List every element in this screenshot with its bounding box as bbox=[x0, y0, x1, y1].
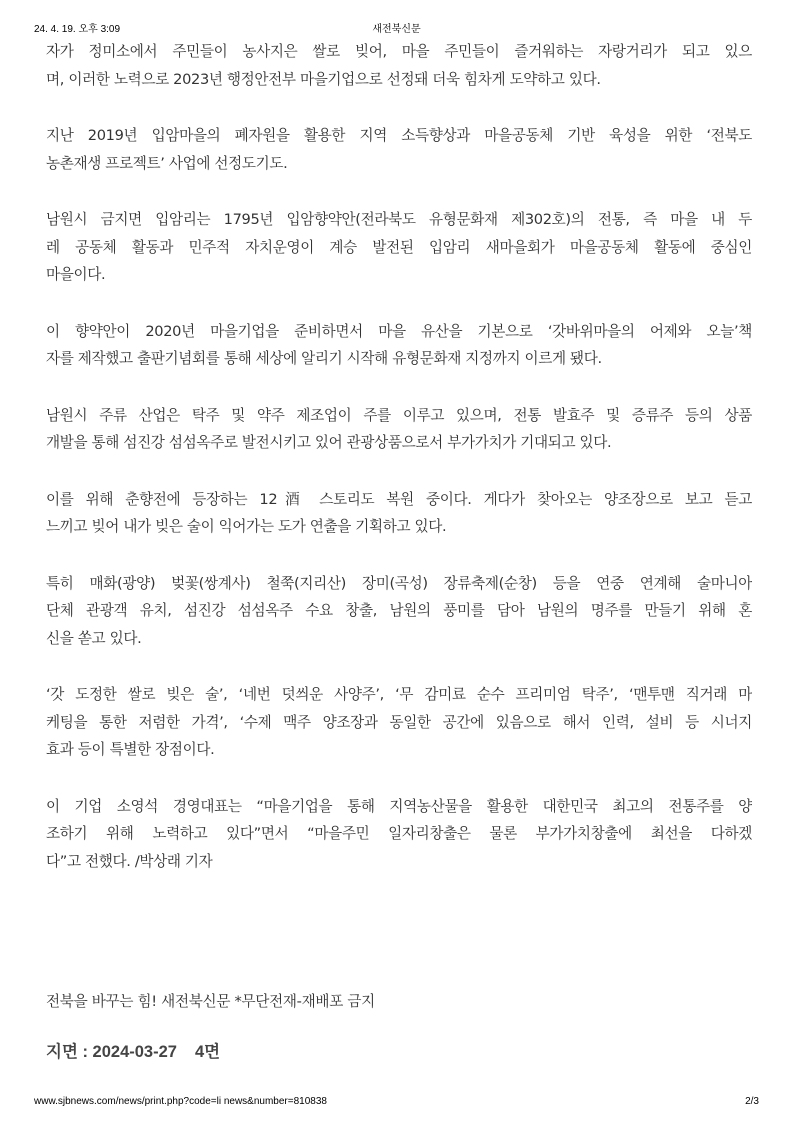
paragraph-line: 남원시 주류 산업은 탁주 및 약주 제조업이 주를 이루고 있으며, 전통 발효주 및 증류주 등의 상품 bbox=[46, 406, 752, 424]
paragraph-line: 효과 등이 특별한 장점이다. bbox=[46, 741, 215, 758]
paragraph-line: 이 기업 소영석 경영대표는 “마을기업을 통해 지역농산물을 활용한 대한민국 최고의 전통주를 양 bbox=[46, 797, 752, 815]
paragraph-line: 이 향약안이 2020년 마을기업을 준비하면서 마을 유산을 기본으로 ‘갓바위마을의 어제와 오늘’책 bbox=[46, 322, 752, 340]
paragraph-line: 남원시 금지면 입암리는 1795년 입암향약안(전라북도 유형문화재 제302호)의 전통, 즉 마을 내 두 bbox=[46, 211, 752, 228]
print-site-name: 새전북신문 bbox=[372, 24, 421, 35]
edition-page: 4면 bbox=[194, 1043, 221, 1061]
paragraph-line: 마을이다. bbox=[46, 266, 106, 283]
paragraph-line: ‘갓 도정한 쌀로 빚은 술’, ‘네번 덧씌운 사양주’, ‘무 감미료 순수 프리미엄 탁주’, ‘맨투맨 직거래 마 bbox=[46, 686, 752, 703]
paragraph-line: 느끼고 빚어 내가 빚은 술이 익어가는 도가 연출을 기획하고 있다. bbox=[46, 518, 447, 535]
paragraph-line: 특히 매화(광양) 벚꽃(쌍계사) 철쭉(지리산) 장미(곡성) 장류축제(순창) 등을 연중 연계해 술마니아 bbox=[46, 574, 752, 592]
print-footer bbox=[34, 1096, 759, 1110]
paragraph-line: 지난 2019년 입암마을의 폐자원을 활용한 지역 소득향상과 마을공동체 기반 육성을 위한 ‘전북도 bbox=[46, 127, 752, 144]
article-paragraph bbox=[46, 318, 752, 373]
article-paragraph bbox=[46, 793, 752, 876]
print-url: www.sjbnews.com/news/print.php?code=li news&number=810838 bbox=[34, 1096, 327, 1107]
article-paragraph bbox=[46, 681, 752, 764]
edition-info bbox=[46, 1038, 220, 1062]
print-header bbox=[34, 20, 759, 34]
paragraph-line: 케팅을 통한 저렴한 가격’, ‘수제 맥주 양조장과 동일한 공간에 있음으로 해서 인력, 설비 등 시너지 bbox=[46, 713, 752, 731]
paragraph-line: 신을 쏟고 있다. bbox=[46, 629, 142, 647]
paragraph-line: 조하기 위해 노력하고 있다”면서 “마을주민 일자리창출은 물론 부가가치창출에 최선을 다하겠 bbox=[46, 825, 752, 842]
paragraph-line: 개발을 통해 섬진강 섬섬옥주로 발전시키고 있어 관광상품으로서 부가가치가 기대되고 있다. bbox=[46, 434, 612, 451]
copyright-notice: 전북을 바꾸는 힘! 새전북신문 *무단전재-재배포 금지 bbox=[46, 993, 375, 1010]
article-paragraph bbox=[46, 402, 752, 457]
article-paragraph bbox=[46, 486, 752, 541]
article-paragraph bbox=[46, 206, 752, 289]
article-paragraph bbox=[46, 122, 752, 177]
paragraph-line: 레 공동체 활동과 민주적 자치운영이 계승 발전된 입암리 새마을회가 마을공동체 활동에 중심인 bbox=[46, 238, 752, 256]
print-datetime: 24. 4. 19. 오후 3:09 bbox=[34, 24, 121, 35]
paragraph-line: 단체 관광객 유치, 섬진강 섬섬옥주 수요 창출, 남원의 풍미를 담아 남원의 명주를 만들기 위해 혼 bbox=[46, 602, 752, 619]
paragraph-line: 다”고 전했다. /박상래 기자 bbox=[46, 852, 213, 870]
paragraph-line: 자가 정미소에서 주민들이 농사지은 쌀로 빚어, 마을 주민들이 즐거워하는 자랑거리가 되고 있으 bbox=[46, 43, 752, 60]
article-paragraph bbox=[46, 570, 752, 653]
paragraph-line: 며, 이러한 노력으로 2023년 행정안전부 마을기업으로 선정돼 더욱 힘차게 도약하고 있다. bbox=[46, 70, 601, 88]
paragraph-line: 이를 위해 춘향전에 등장하는 12酒 스토리도 복원 중이다. 게다가 찾아오는 양조장으로 보고 듣고 bbox=[46, 490, 752, 508]
article-paragraph bbox=[46, 38, 752, 93]
article-body bbox=[46, 38, 752, 904]
paragraph-line: 농촌재생 프로젝트’ 사업에 선정도기도. bbox=[46, 154, 288, 172]
print-page-number: 2/3 bbox=[745, 1096, 759, 1107]
edition-date: 지면 : 2024-03-27 bbox=[46, 1043, 177, 1061]
paragraph-line: 자를 제작했고 출판기념회를 통해 세상에 알리기 시작해 유형문화재 지정까지 이르게 됐다. bbox=[46, 350, 602, 367]
